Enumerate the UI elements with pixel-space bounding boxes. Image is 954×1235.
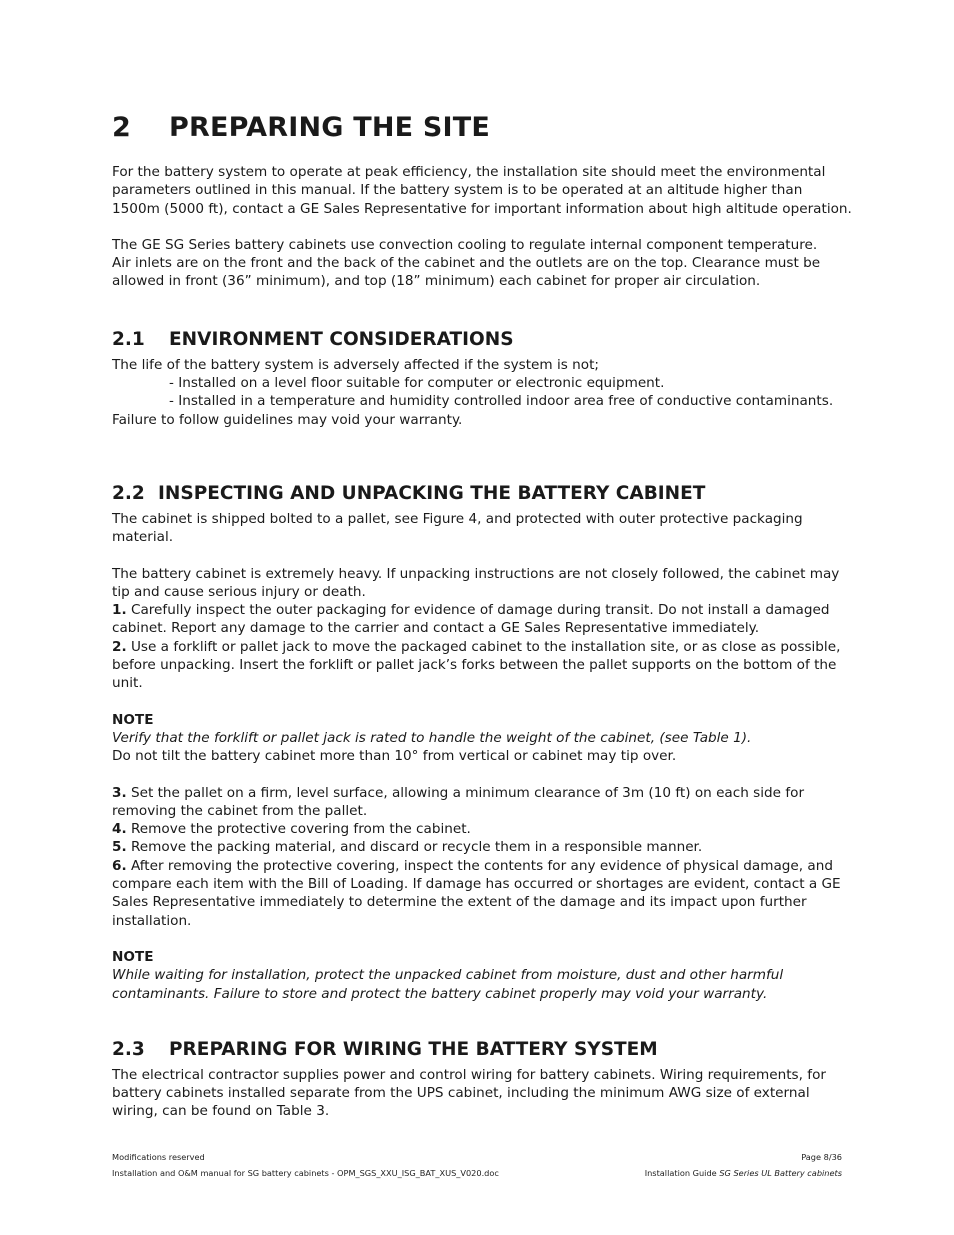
section-number: 2.1 [112,328,145,350]
step-5 [112,838,852,856]
step-number: 6. [112,857,127,874]
footer-guide-plain: Installation Guide [644,1168,720,1178]
step-text: After removing the protective covering, inspect the contents for any evidence of physical damage, and compare each item with the Bill of Loading. If damage has occurred or shortages are evident, contact a GE Sales Representative immediately to determine the extent of the damage and its impact upon further installation. [112,857,841,929]
step-text: Set the pallet on a firm, level surface, allowing a minimum clearance of 3m (10 ft) on each side for removing the cabinet from the pallet. [112,784,805,819]
step-4 [112,820,852,838]
step-text: Carefully inspect the outer packaging for evidence of damage during transit. Do not install a damaged cabinet. Report any damage to the carrier and contact a GE Sales Representative immediately. [112,602,830,637]
step-number: 3. [112,784,127,801]
footer-row-2 [112,1168,842,1178]
environment-tail: Failure to follow guidelines may void your warranty. [112,411,463,428]
note-1-italic: Verify that the forklift or pallet jack is rated to handle the weight of the cabinet, (see Table 1). [112,729,752,746]
note-1-label: NOTE [112,711,154,728]
footer-modifications: Modifications reserved [112,1152,205,1162]
intro-paragraph-2: The GE SG Series battery cabinets use convection cooling to regulate internal component temperature. [112,236,818,253]
step-number: 1. [112,602,127,619]
step-text: Remove the packing material, and discard or recycle them in a responsible manner. [126,839,703,856]
environment-item-1: - Installed on a level floor suitable for computer or electronic equipment. [169,375,665,392]
step-3 [112,784,852,821]
environment-lead: The life of the battery system is adversely affected if the system is not; [112,356,599,373]
section-title: PREPARING FOR WIRING THE BATTERY SYSTEM [169,1038,658,1060]
footer-row-1 [112,1152,842,1162]
step-6 [112,857,852,930]
section-number: 2.2 [112,482,145,504]
step-1 [112,601,852,638]
section-2-1-heading [112,329,852,350]
step-number: 4. [112,821,127,838]
wiring-paragraph: The electrical contractor supplies power and control wiring for battery cabinets. Wiring requirements, for battery cabinets installed separate from the UPS cabinet, including the minimum AWG size of external wiring, can be found on Table 3. [112,1066,826,1120]
unpacking-paragraph-2: The battery cabinet is extremely heavy. If unpacking instructions are not closely followed, the cabinet may tip and cause serious injury or death. [112,565,840,600]
unpacking-paragraph-1: The cabinet is shipped bolted to a pallet, see Figure 4, and protected with outer protective packaging material. [112,510,803,546]
section-title: INSPECTING AND UNPACKING THE BATTERY CABINET [158,482,706,504]
section-2-2-heading [112,483,852,504]
note-1-text: Do not tilt the battery cabinet more than 10° from vertical or cabinet may tip over. [112,748,677,765]
footer-guide-italic: SG Series UL Battery cabinets [719,1168,842,1178]
intro-paragraph-3: Air inlets are on the front and the back of the cabinet and the outlets are on the top. Clearance must be allowed in front (36” minimum), and top (18” minimum) each cabinet for proper air circulation. [112,255,821,290]
page-content [112,112,852,1121]
footer-document-name: Installation and O&M manual for SG battery cabinets - OPM_SGS_XXU_ISG_BAT_XUS_V020.doc [112,1168,499,1178]
section-title: ENVIRONMENT CONSIDERATIONS [169,328,514,350]
step-2 [112,638,852,693]
section-2-3-heading [112,1039,852,1060]
intro-paragraph-1: For the battery system to operate at peak efficiency, the installation site should meet the environmental parameters outlined in this manual. If the battery system is to be operated at an altitude higher than 1500m (5000 ft), contact a GE Sales Representative for important information about high altitude operation. [112,164,852,217]
step-number: 2. [112,638,127,655]
environment-item-2: - Installed in a temperature and humidity controlled indoor area free of conductive contaminants. [169,393,834,410]
step-text: Use a forklift or pallet jack to move the packaged cabinet to the installation site, or as close as possible, before unpacking. Insert the forklift or pallet jack’s forks between the pallet supports on the bottom of the unit. [112,638,841,692]
footer-guide-title [645,1168,842,1178]
note-2-label: NOTE [112,948,154,965]
chapter-number: 2 [112,112,131,143]
section-number: 2.3 [112,1038,145,1060]
step-text: Remove the protective covering from the cabinet. [126,821,471,838]
note-2-italic: While waiting for installation, protect the unpacked cabinet from moisture, dust and other harmful contaminants. Failure to store and protect the battery cabinet properly may void your warranty. [112,967,784,1002]
footer-page-number: Page 8/36 [801,1152,842,1162]
chapter-title: PREPARING THE SITE [169,112,491,143]
step-number: 5. [112,839,127,856]
chapter-heading [112,112,852,143]
